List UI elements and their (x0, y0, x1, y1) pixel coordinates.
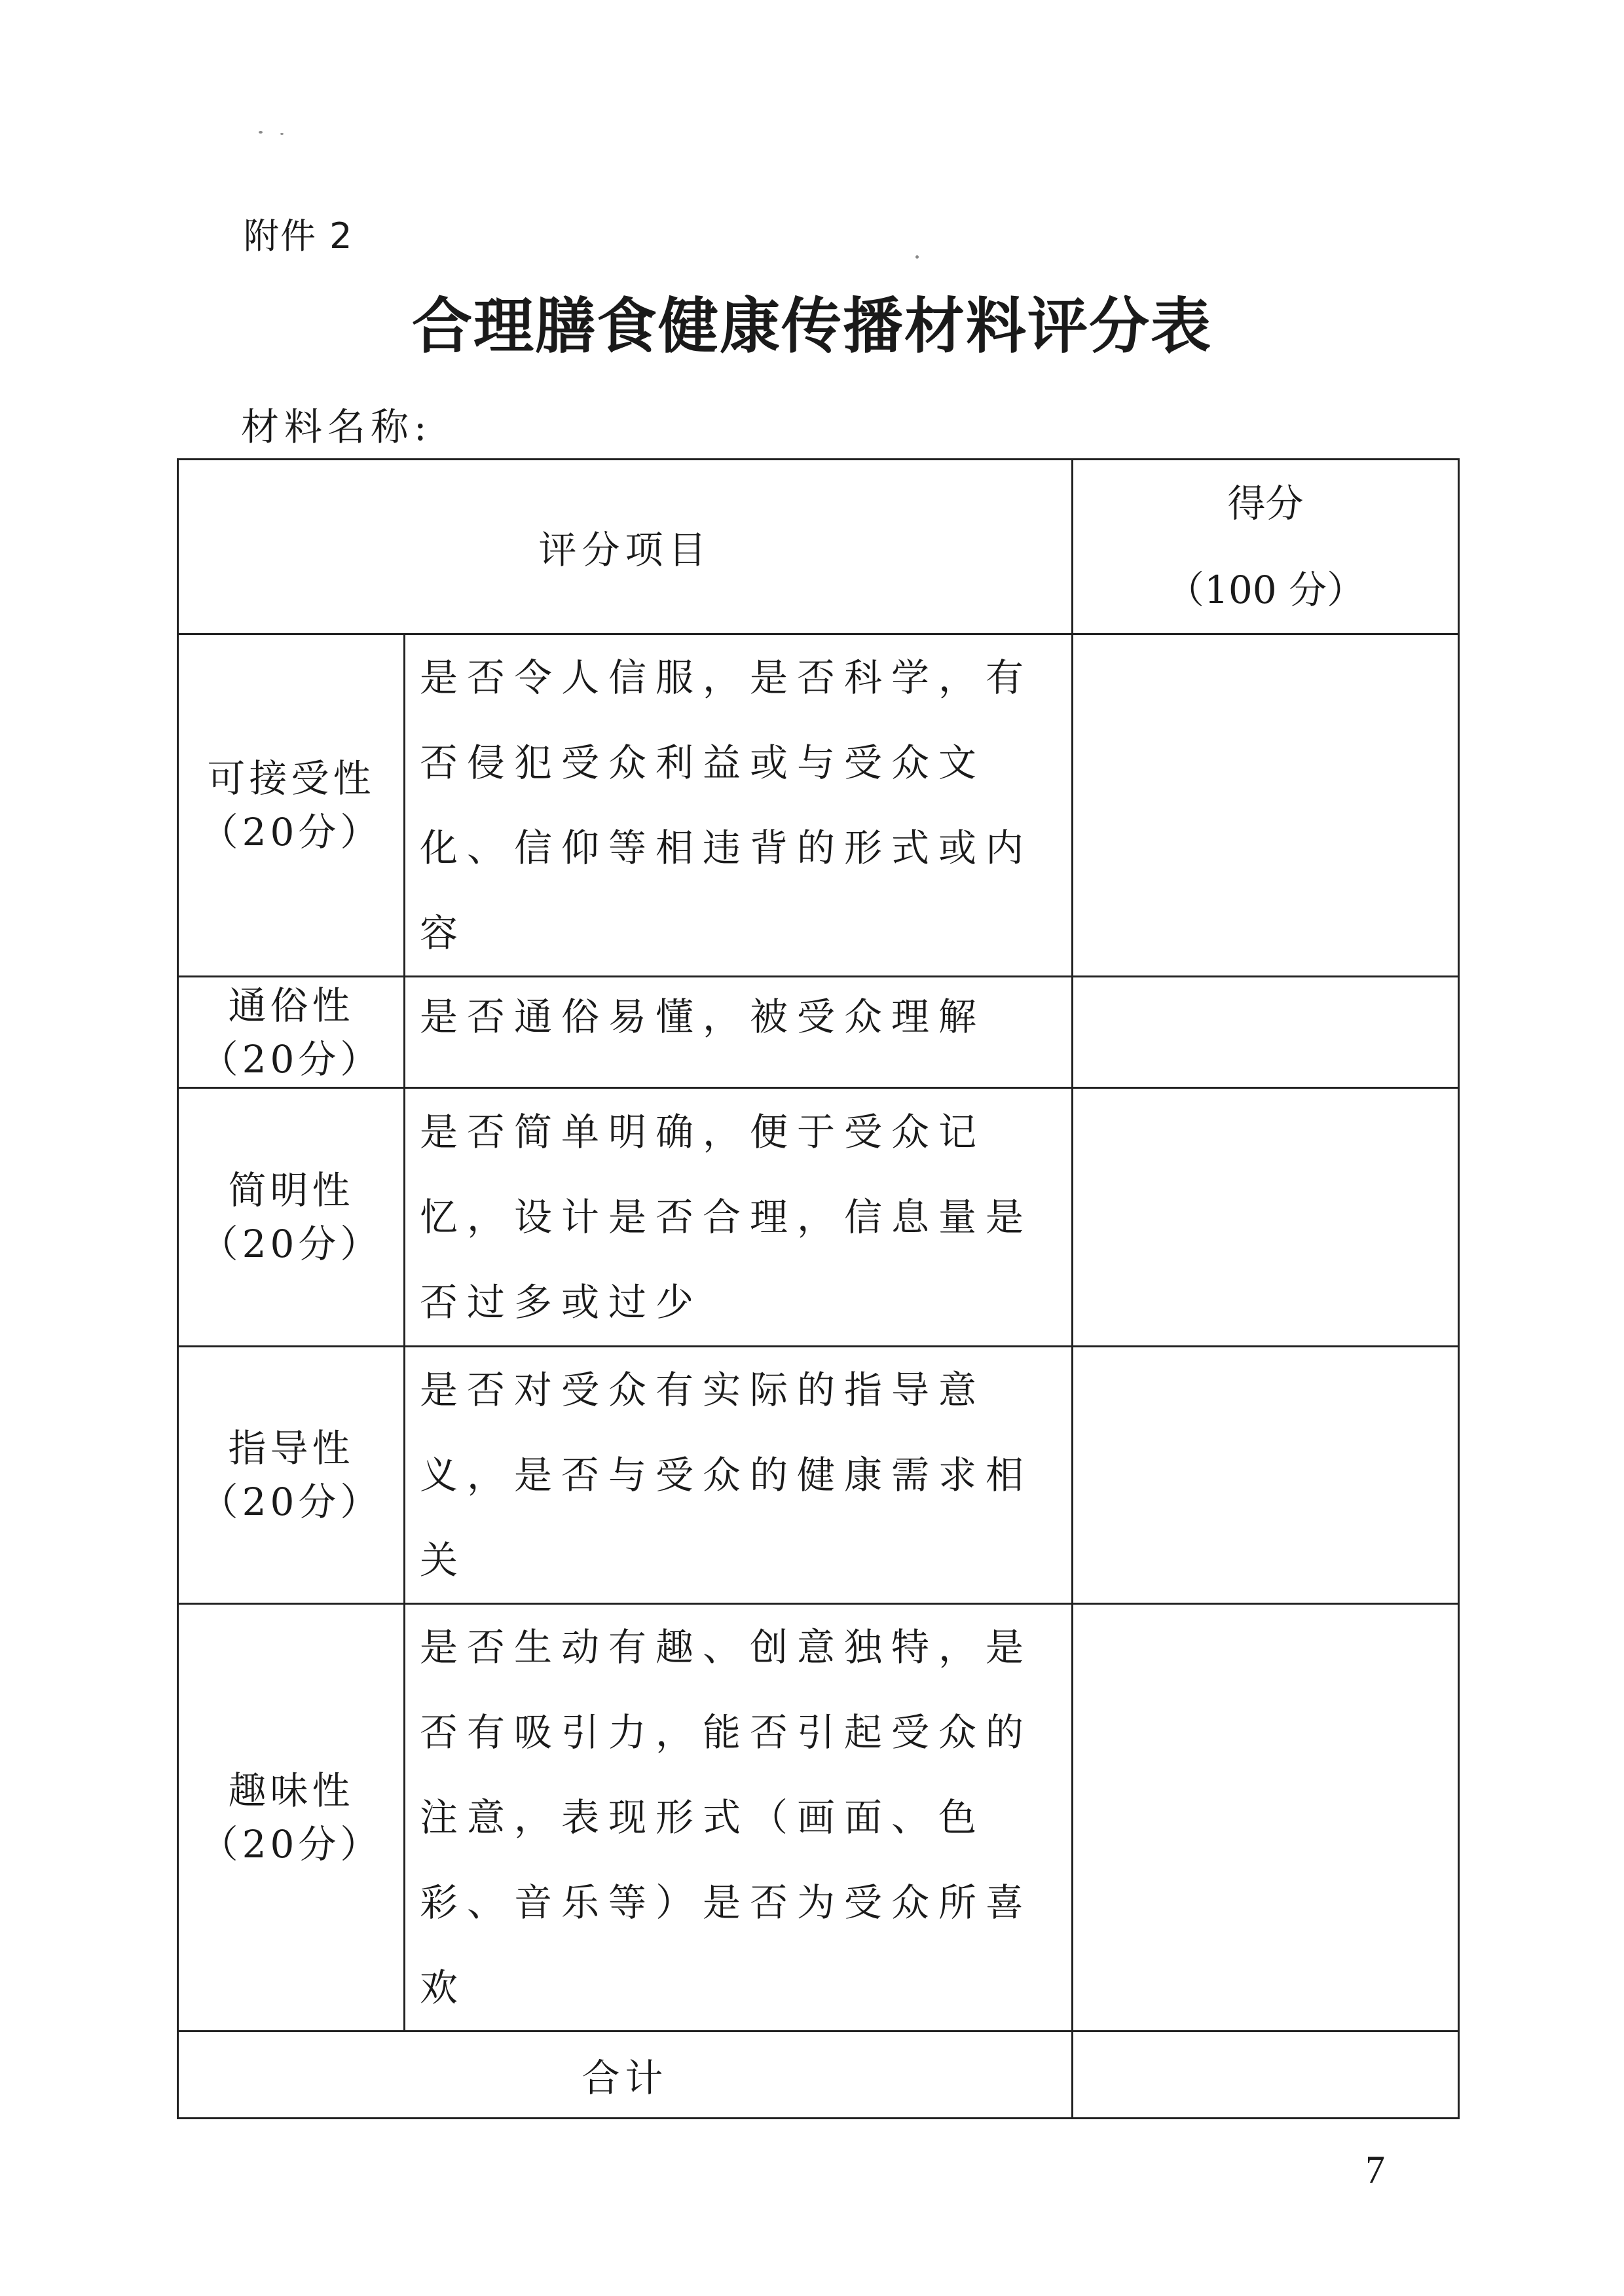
criteria-description: 是否简单明确，便于受众记忆，设计是否合理，信息量是否过多或过少 (405, 1088, 1073, 1347)
table-row (178, 1347, 1459, 1604)
score-cell[interactable] (1073, 1604, 1459, 2032)
scan-speck (915, 255, 919, 259)
header-score-label: 得分 (1227, 481, 1304, 526)
table-row (178, 634, 1459, 977)
category-cell (178, 977, 405, 1088)
table-row (178, 1604, 1459, 2032)
category-name: 可接受性 (207, 756, 375, 801)
category-points: （20分） (200, 1822, 382, 1867)
category-cell (178, 1088, 405, 1347)
category-name: 简明性 (228, 1168, 354, 1212)
material-name-label: 材料名称: (241, 405, 432, 449)
criteria-description: 是否令人信服，是否科学，有否侵犯受众利益或与受众文化、信仰等相违背的形式或内容 (405, 634, 1073, 977)
scoring-table (177, 458, 1460, 2119)
total-score-cell[interactable] (1073, 2032, 1459, 2119)
criteria-description: 是否对受众有实际的指导意义，是否与受众的健康需求相关 (405, 1347, 1073, 1604)
attachment-label: 附件 2 (244, 215, 354, 257)
criteria-description: 是否生动有趣、创意独特，是否有吸引力，能否引起受众的注意，表现形式（画面、色彩、音乐等）是否为受众所喜欢 (405, 1604, 1073, 2032)
header-item-cell: 评分项目 (178, 460, 1073, 634)
criteria-description: 是否通俗易懂，被受众理解 (405, 977, 1073, 1088)
scan-speck (259, 131, 263, 134)
table-row (178, 1088, 1459, 1347)
score-cell[interactable] (1073, 1088, 1459, 1347)
scan-speck (280, 133, 284, 135)
total-label-cell: 合计 (178, 2032, 1073, 2119)
category-cell (178, 1604, 405, 2032)
table-total-row (178, 2032, 1459, 2119)
score-cell[interactable] (1073, 1347, 1459, 1604)
category-name: 趣味性 (228, 1768, 354, 1813)
category-points: （20分） (200, 1222, 382, 1266)
category-points: （20分） (200, 1480, 382, 1524)
header-score-cell (1073, 460, 1459, 634)
page-number: 7 (1365, 2148, 1385, 2191)
document-title: 合理膳食健康传播材料评分表 (411, 291, 1212, 361)
category-cell (178, 634, 405, 977)
score-cell[interactable] (1073, 977, 1459, 1088)
category-name: 指导性 (228, 1426, 354, 1470)
table-row (178, 977, 1459, 1088)
header-score-total: （100 分） (1166, 568, 1365, 612)
table-header-row (178, 460, 1459, 634)
category-points: （20分） (200, 1036, 382, 1082)
category-points: （20分） (200, 810, 382, 854)
category-cell (178, 1347, 405, 1604)
score-cell[interactable] (1073, 634, 1459, 977)
category-name: 通俗性 (228, 983, 354, 1028)
